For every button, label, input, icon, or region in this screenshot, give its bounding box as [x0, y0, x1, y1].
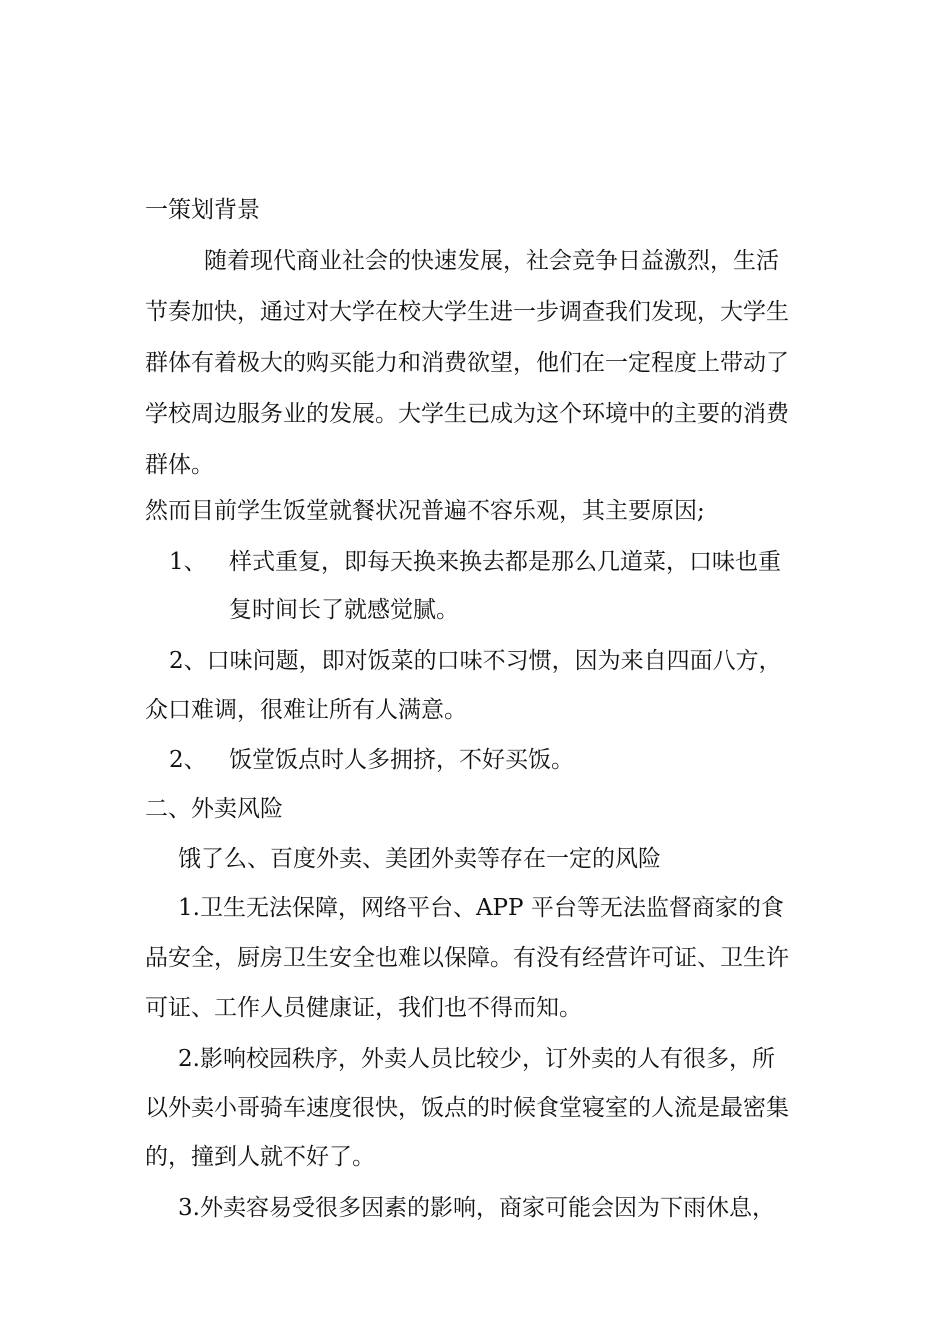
section1-heading: 一策划背景 [145, 197, 260, 223]
para1-line-3: 群体有着极大的购买能力和消费欲望，他们在一定程度上带动了 [145, 350, 789, 376]
item2-line-3: 的，撞到人就不好了。 [145, 1144, 375, 1170]
reason1-number: 1、 [169, 549, 207, 575]
item1-line-3: 可证、工作人员健康证，我们也不得而知。 [145, 995, 582, 1021]
item3-line-1: 3.外卖容易受很多因素的影响，商家可能会因为下雨休息， [178, 1195, 775, 1221]
reason3-number: 2、 [169, 747, 207, 773]
section2-heading: 二、外卖风险 [145, 796, 283, 822]
reason2-line-2: 众口难调，很难让所有人满意。 [145, 697, 467, 723]
reason1-line-1: 样式重复，即每天换来换去都是那么几道菜，口味也重 [229, 549, 781, 575]
reason1-line-2: 复时间长了就感觉腻。 [229, 597, 459, 623]
reason2-line-1: 2、口味问题，即对饭菜的口味不习惯，因为来自四面八方， [169, 648, 782, 674]
para2: 然而目前学生饭堂就餐状况普遍不容乐观，其主要原因; [145, 498, 705, 524]
item2-line-2: 以外卖小哥骑车速度很快，饭点的时候食堂寝室的人流是最密集 [145, 1095, 789, 1121]
reason3-line-1: 饭堂饭点时人多拥挤，不好买饭。 [229, 747, 574, 773]
section2-intro: 饿了么、百度外卖、美团外卖等存在一定的风险 [178, 846, 661, 872]
item1-line-2: 品安全，厨房卫生安全也难以保障。有没有经营许可证、卫生许 [145, 945, 789, 971]
para1-line-1: 随着现代商业社会的快速发展，社会竞争日益激烈，生活 [204, 248, 779, 274]
para1-line-2: 节奏加快，通过对大学在校大学生进一步调查我们发现，大学生 [145, 299, 789, 325]
item2-line-1: 2.影响校园秩序，外卖人员比较少，订外卖的人有很多，所 [178, 1046, 775, 1072]
para1-line-5: 群体。 [145, 452, 214, 478]
item1-line-1: 1.卫生无法保障，网络平台、APP 平台等无法监督商家的食 [178, 895, 784, 921]
para1-line-4: 学校周边服务业的发展。大学生已成为这个环境中的主要的消费 [145, 401, 789, 427]
